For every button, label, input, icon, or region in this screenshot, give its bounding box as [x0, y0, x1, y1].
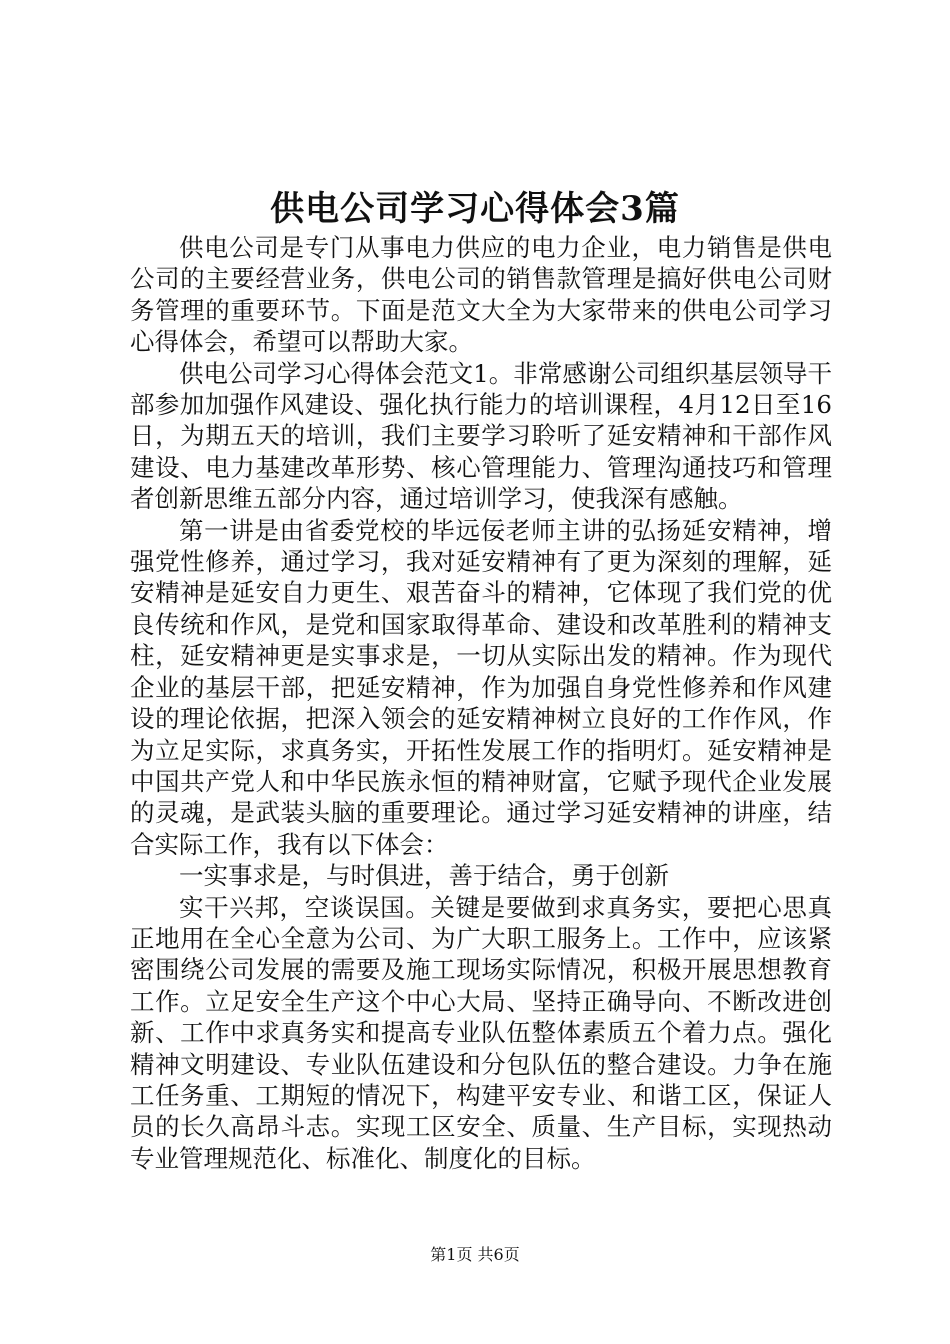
body-paragraph: 实干兴邦，空谈误国。关键是要做到求真务实，要把心思真正地用在全心全意为公司、为广大职工服务上。工作中，应该紧密围绕公司发展的需要及施工现场实际情况，积极开展思想教育工作。立足安全生产这个中心大局、坚持正确导向、不断改进创新、工作中求真务实和提高专业队伍整体素质五个着力点。强化精神文明建设、专业队伍建设和分包队伍的整合建设。力争在施工任务重、工期短的情况下，构建平安专业、和谐工区，保证人员的长久高昂斗志。实现工区安全、质量、生产目标，实现热动专业管理规范化、标准化、制度化的目标。 — [130, 892, 832, 1173]
document-title: 供电公司学习心得体会3篇 — [270, 189, 680, 229]
intro-paragraph: 供电公司是专门从事电力供应的电力企业，电力销售是供电公司的主要经营业务，供电公司的销售款管理是搞好供电公司财务管理的重要环节。下面是范文大全为大家带来的供电公司学习心得体会，希望可以帮助大家。 — [130, 233, 832, 357]
body-paragraph: 供电公司学习心得体会范文1。非常感谢公司组织基层领导干部参加加强作风建设、强化执行能力的培训课程，4月12日至16日，为期五天的培训，我们主要学习聆听了延安精神和干部作风建设、电力基建改革形势、核心管理能力、管理沟通技巧和管理者创新思维五部分内容，通过培训学习，使我深有感触。 — [130, 358, 832, 514]
section-heading: 一实事求是，与时俱进，善于结合，勇于创新 — [179, 861, 669, 891]
document-body — [130, 232, 832, 1174]
page-number-footer: 第1页 共6页 — [430, 1245, 520, 1264]
body-paragraph: 第一讲是由省委党校的毕远佞老师主讲的弘扬延安精神，增强党性修养，通过学习，我对延安精神有了更为深刻的理解，延安精神是延安自力更生、艰苦奋斗的精神，它体现了我们党的优良传统和作风，是党和国家取得革命、建设和改革胜利的精神支柱，延安精神更是实事求是，一切从实际出发的精神。作为现代企业的基层干部，把延安精神，作为加强自身党性修养和作风建设的理论依据，把深入领会的延安精神树立良好的工作作风，作为立足实际，求真务实，开拓性发展工作的指明灯。延安精神是中国共产党人和中华民族永恒的精神财富，它赋予现代企业发展的灵魂，是武装头脑的重要理论。通过学习延安精神的讲座，结合实际工作，我有以下体会： — [130, 515, 832, 859]
